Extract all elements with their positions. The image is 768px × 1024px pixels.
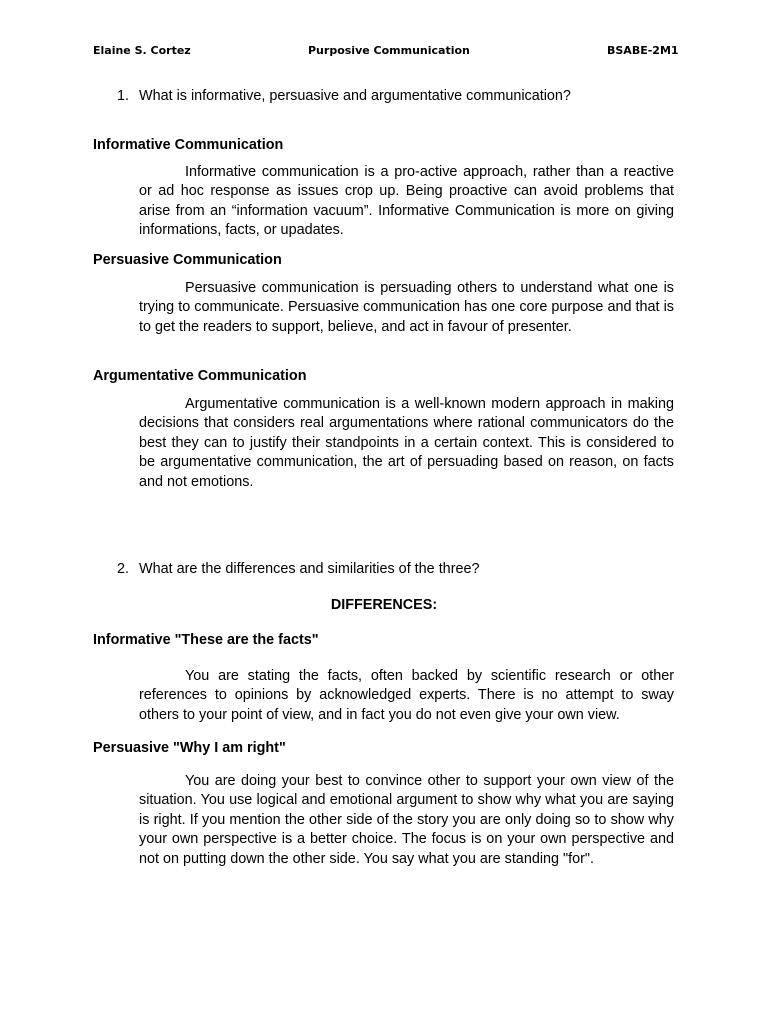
header-section: BSABE-2M1: [607, 44, 679, 57]
informative-paragraph: Informative communication is a pro-active approach, rather than a reactive or ad hoc response as issues crop up. Being proactive can avoid problems that arise from an “information vacuum”. Informative Communication is more on giving informations, facts, or upadates.: [139, 164, 674, 239]
informative-difference-paragraph: You are stating the facts, often backed by scientific research or other references to opinions by acknowledged experts. There is no attempt to sway others to your point of view, and in fact you do not even give your own view.: [139, 668, 674, 723]
differences-title: DIFFERENCES:: [330, 597, 438, 613]
header-course: Purposive Communication: [308, 44, 470, 57]
informative-heading: Informative Communication: [93, 137, 284, 153]
informative-difference-heading: Informative "These are the facts": [93, 632, 319, 648]
header-author: Elaine S. Cortez: [93, 44, 191, 57]
argumentative-paragraph: Argumentative communication is a well-known modern approach in making decisions that considers real argumentations where rational communicators do the best they can to justify their standpoints in a certain context. This is considered to be argumentative communication, the art of persuading based on reason, on facts and not emotions.: [139, 396, 674, 490]
question-number: 2.: [117, 561, 130, 577]
persuasive-paragraph: Persuasive communication is persuading others to understand what one is trying to communicate. Persuasive communication has one core purpose and that is to get the readers to support, believe, and act in favour of presenter.: [139, 280, 674, 335]
persuasive-heading: Persuasive Communication: [93, 252, 282, 268]
question-2: [117, 561, 480, 577]
question-text: What are the differences and similarities of the three?: [139, 561, 480, 577]
argumentative-heading: Argumentative Communication: [93, 368, 307, 384]
question-text: What is informative, persuasive and argumentative communication?: [139, 88, 571, 104]
persuasive-difference-heading: Persuasive "Why I am right": [93, 740, 286, 756]
question-number: 1.: [117, 88, 130, 104]
question-1: [117, 88, 571, 104]
persuasive-difference-paragraph: You are doing your best to convince other to support your own view of the situation. You use logical and emotional argument to show why what you are saying is right. If you mention the other side of the story you are only doing so to show why your own perspective is a better choice. The focus is on your own perspective and not on putting down the other side. You say what you are standing "for".: [139, 773, 674, 867]
